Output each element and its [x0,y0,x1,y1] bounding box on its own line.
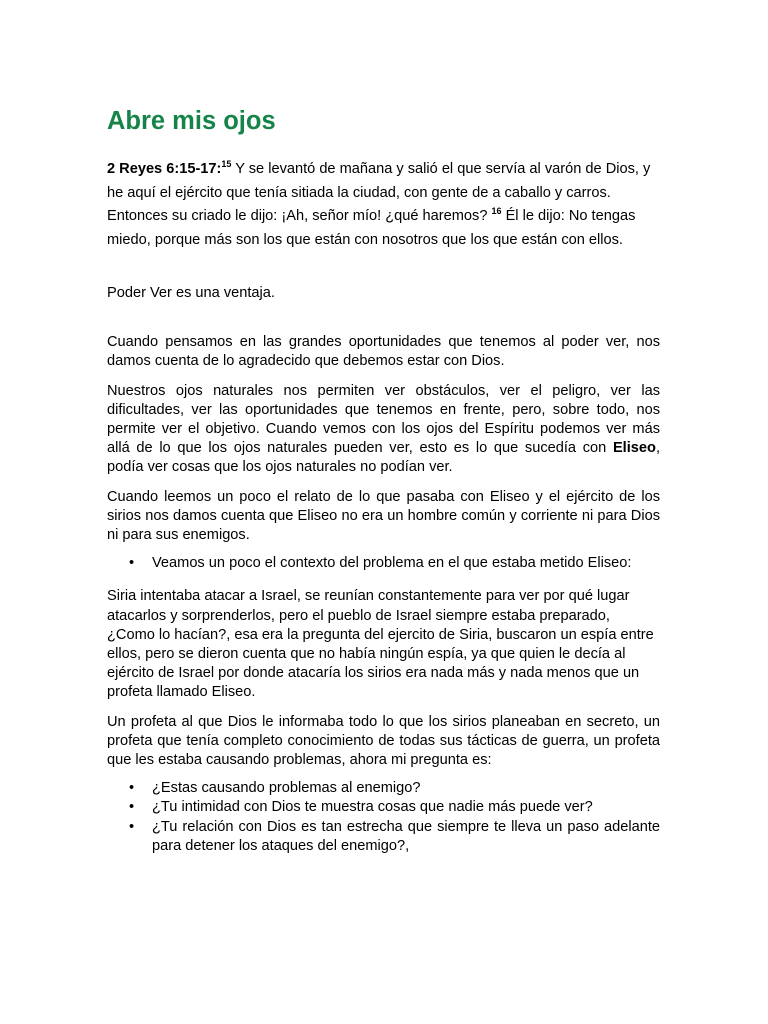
paragraph-5: Un profeta al que Dios le informaba todo lo que los sirios planeaban en secreto, un profeta que tenía completo conocimiento de todas sus tácticas de guerra, un profeta que les estaba causando problemas, ahora mi pregunta es: [107,713,660,769]
bullet-icon: • [129,799,135,816]
document-page [107,104,660,856]
paragraph-2 [107,382,660,478]
verse-paragraph [107,158,660,252]
paragraph-4: Siria intentaba atacar a Israel, se reunían constantemente para ver por qué lugar atacarlos y sorprenderlos, pero el pueblo de Israel siempre estaba preparado, ¿Como lo hacían?, esa era la pregunta del ejercito de Siria, buscaron un espía entre ellos, pero se dieron cuenta que no había ningún espía, ya que quien le decía al ejército de Israel por donde atacaría los sirios era nada más y nada menos que un profeta llamado Eliseo. [107,588,654,701]
list-item-text: Veamos un poco el contexto del problema en el que estaba metido Eliseo: [152,555,632,572]
list-item [107,779,660,798]
list-item-text: ¿Tu relación con Dios es tan estrecha que siempre te lleva un paso adelante para detener los ataques del enemigo?, [152,818,660,854]
paragraph-3: Cuando leemos un poco el relato de lo que pasaba con Eliseo y el ejército de los sirios nos damos cuenta que Eliseo no era un hombre común y corriente ni para Dios ni para sus enemigos. [107,488,660,544]
bullet-list-context [107,554,660,573]
list-item [107,798,660,817]
list-item-text: ¿Tu intimidad con Dios te muestra cosas que nadie más puede ver? [152,799,593,816]
verse-number-16: 16 [491,206,502,217]
paragraph-2-text-a: Nuestros ojos naturales nos permiten ver obstáculos, ver el peligro, ver las dificultades, ver las oportunidades que tenemos en frente, pero, sobre todo, nos permite ver el objetivo. Cuando vemos con los ojos del Espíritu podemos ver más allá de lo que los ojos naturales pueden ver, esto es lo que sucedía con [107,382,660,457]
verse-number-15: 15 [221,159,232,170]
bullet-icon: • [129,818,135,835]
list-item [107,818,660,856]
list-item-text: ¿Estas causando problemas al enemigo? [152,780,421,797]
paragraph-1: Cuando pensamos en las grandes oportunidades que tenemos al poder ver, nos damos cuenta de lo agradecido que debemos estar con Dios. [107,334,660,370]
paragraph-2-bold-name: Eliseo [612,440,656,457]
verse-reference: 2 Reyes 6:15-17: [107,161,222,177]
bullet-icon: • [129,780,135,797]
paragraph-2-text-b: , podía ver cosas que los ojos naturales no podían ver. [107,440,660,476]
page-title: Abre mis ojos [107,107,276,135]
verse-text-15: Y se levantó de mañana y salió el que servía al varón de Dios, y he aquí el ejército que tenía sitiada la ciudad, con gente de a caballo y carros. Entonces su criado le dijo: ¡Ah, señor mío! ¿qué haremos? [107,161,651,224]
list-item [107,554,660,573]
bullet-list-questions [107,779,660,856]
verse-text-16: Él le dijo: No tengas miedo, porque más son los que están con nosotros que los que están con ellos. [107,208,636,248]
bullet-icon: • [129,555,135,572]
intro-line: Poder Ver es una ventaja. [107,285,275,301]
